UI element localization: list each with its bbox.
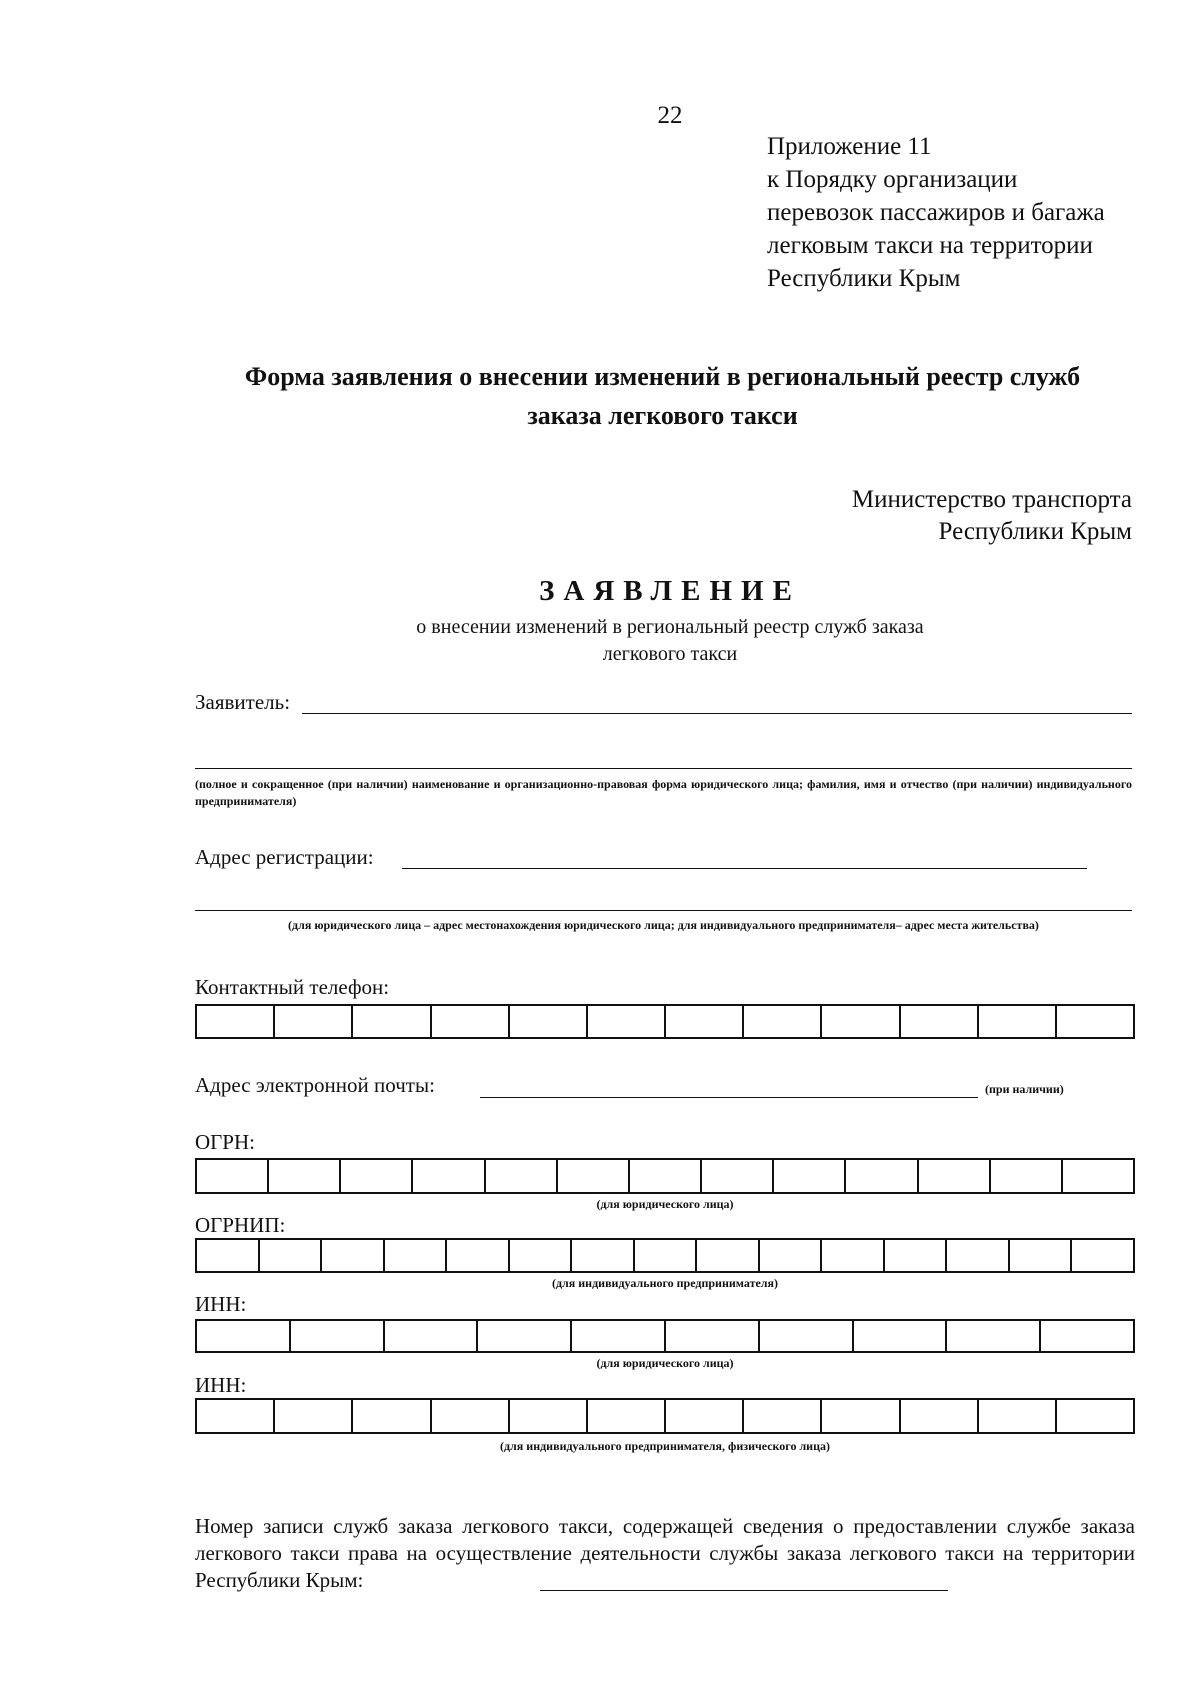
- digit-cell[interactable]: [635, 1240, 698, 1271]
- digit-cell[interactable]: [846, 1160, 918, 1192]
- digit-cell[interactable]: [947, 1240, 1010, 1271]
- digit-cell[interactable]: [702, 1160, 774, 1192]
- digit-cell[interactable]: [991, 1160, 1063, 1192]
- digit-cell[interactable]: [447, 1240, 510, 1271]
- applicant-field-line-2[interactable]: [195, 768, 1132, 769]
- digit-cell[interactable]: [1041, 1321, 1133, 1351]
- ogrn-grid[interactable]: [195, 1158, 1135, 1194]
- inn-individual-label: ИНН:: [195, 1373, 247, 1397]
- digit-cell[interactable]: [260, 1240, 323, 1271]
- digit-cell[interactable]: [197, 1006, 275, 1037]
- digit-cell[interactable]: [760, 1240, 823, 1271]
- digit-cell[interactable]: [1057, 1006, 1133, 1037]
- digit-cell[interactable]: [275, 1400, 353, 1432]
- ogrnip-label: ОГРНИП:: [195, 1213, 286, 1237]
- digit-cell[interactable]: [1072, 1240, 1133, 1271]
- appendix-line: Республики Крым: [767, 265, 961, 292]
- digit-cell[interactable]: [572, 1321, 666, 1351]
- statement-subtitle: [0, 614, 1200, 668]
- addressee-line: Республики Крым: [938, 518, 1132, 545]
- digit-cell[interactable]: [901, 1400, 979, 1432]
- digit-cell[interactable]: [588, 1400, 666, 1432]
- digit-cell[interactable]: [385, 1321, 479, 1351]
- ogrn-note: (для юридического лица): [596, 1197, 734, 1211]
- digit-cell[interactable]: [197, 1160, 269, 1192]
- digit-cell[interactable]: [947, 1321, 1041, 1351]
- digit-cell[interactable]: [744, 1400, 822, 1432]
- statement-title: ЗАЯВЛЕНИЕ: [539, 575, 801, 607]
- inn-legal-grid[interactable]: [195, 1319, 1135, 1353]
- digit-cell[interactable]: [413, 1160, 485, 1192]
- digit-cell[interactable]: [197, 1240, 260, 1271]
- statement-subtitle-line: легкового такси: [602, 643, 738, 665]
- digit-cell[interactable]: [666, 1400, 744, 1432]
- digit-cell[interactable]: [510, 1006, 588, 1037]
- digit-cell[interactable]: [275, 1006, 353, 1037]
- digit-cell[interactable]: [432, 1400, 510, 1432]
- form-title-line: Форма заявления о внесении изменений в региональный реестр служб: [244, 362, 1081, 391]
- inn-legal-note: (для юридического лица): [596, 1356, 734, 1370]
- digit-cell[interactable]: [385, 1240, 448, 1271]
- record-number-text: Номер записи служб заказа легкового такси, содержащей сведения о предоставлении службе заказа легкового такси права на осуществление деятельности службы заказа легкового такси на территории Республики Крым:: [195, 1514, 1135, 1592]
- digit-cell[interactable]: [1010, 1240, 1073, 1271]
- digit-cell[interactable]: [760, 1321, 854, 1351]
- digit-cell[interactable]: [269, 1160, 341, 1192]
- digit-cell[interactable]: [854, 1321, 948, 1351]
- page-number: 22: [657, 102, 683, 129]
- digit-cell[interactable]: [588, 1006, 666, 1037]
- email-label: Адрес электронной почты:: [195, 1073, 435, 1097]
- digit-cell[interactable]: [822, 1240, 885, 1271]
- addressee: [852, 484, 1132, 548]
- address-label: Адрес регистрации:: [195, 845, 374, 869]
- appendix-line: легковым такси на территории: [767, 232, 1093, 259]
- applicant-label: Заявитель:: [195, 690, 291, 714]
- digit-cell[interactable]: [510, 1400, 588, 1432]
- email-field[interactable]: [480, 1097, 978, 1098]
- record-number-field[interactable]: [540, 1590, 948, 1591]
- digit-cell[interactable]: [919, 1160, 991, 1192]
- phone-label: Контактный телефон:: [195, 975, 390, 999]
- digit-cell[interactable]: [630, 1160, 702, 1192]
- inn-individual-note: (для индивидуального предпринимателя, физического лица): [499, 1439, 831, 1453]
- digit-cell[interactable]: [1057, 1400, 1133, 1432]
- digit-cell[interactable]: [197, 1321, 291, 1351]
- digit-cell[interactable]: [510, 1240, 573, 1271]
- addressee-line: Министерство транспорта: [851, 486, 1132, 513]
- digit-cell[interactable]: [666, 1321, 760, 1351]
- digit-cell[interactable]: [322, 1240, 385, 1271]
- digit-cell[interactable]: [478, 1321, 572, 1351]
- appendix-line: к Порядку организации: [767, 166, 1018, 193]
- digit-cell[interactable]: [822, 1400, 900, 1432]
- form-title: [120, 357, 1200, 435]
- digit-cell[interactable]: [979, 1400, 1057, 1432]
- ogrnip-note: (для индивидуального предпринимателя): [551, 1276, 779, 1290]
- digit-cell[interactable]: [774, 1160, 846, 1192]
- inn-legal-label: ИНН:: [195, 1292, 247, 1316]
- appendix-block: [767, 130, 1105, 295]
- digit-cell[interactable]: [979, 1006, 1057, 1037]
- digit-cell[interactable]: [901, 1006, 979, 1037]
- ogrn-label: ОГРН:: [195, 1130, 255, 1154]
- ogrnip-grid[interactable]: [195, 1238, 1135, 1273]
- digit-cell[interactable]: [197, 1400, 275, 1432]
- digit-cell[interactable]: [353, 1400, 431, 1432]
- applicant-note: (полное и сокращенное (при наличии) наименование и организационно-правовая форма юридического лица; фамилия, имя и отчество (при наличии) индивидуального предпринимателя): [195, 777, 1132, 808]
- inn-individual-grid[interactable]: [195, 1398, 1135, 1434]
- digit-cell[interactable]: [885, 1240, 948, 1271]
- digit-cell[interactable]: [666, 1006, 744, 1037]
- form-title-line: заказа легкового такси: [527, 401, 798, 430]
- digit-cell[interactable]: [291, 1321, 385, 1351]
- applicant-field[interactable]: [302, 713, 1132, 714]
- appendix-line: Приложение 11: [767, 133, 932, 160]
- digit-cell[interactable]: [1063, 1160, 1133, 1192]
- address-note: (для юридического лица – адрес местонахождения юридического лица; для индивидуального предпринимателя– адрес места жительства): [288, 918, 1039, 932]
- address-field[interactable]: [402, 868, 1087, 869]
- statement-subtitle-line: о внесении изменений в региональный реестр служб заказа: [416, 616, 924, 638]
- digit-cell[interactable]: [572, 1240, 635, 1271]
- digit-cell[interactable]: [697, 1240, 760, 1271]
- email-note: (при наличии): [985, 1082, 1064, 1096]
- digit-cell[interactable]: [822, 1006, 900, 1037]
- digit-cell[interactable]: [486, 1160, 558, 1192]
- digit-cell[interactable]: [744, 1006, 822, 1037]
- digit-cell[interactable]: [353, 1006, 431, 1037]
- digit-cell[interactable]: [558, 1160, 630, 1192]
- address-field-line-2[interactable]: [195, 910, 1132, 911]
- digit-cell[interactable]: [341, 1160, 413, 1192]
- digit-cell[interactable]: [432, 1006, 510, 1037]
- appendix-line: перевозок пассажиров и багажа: [767, 199, 1105, 226]
- phone-grid[interactable]: [195, 1004, 1135, 1039]
